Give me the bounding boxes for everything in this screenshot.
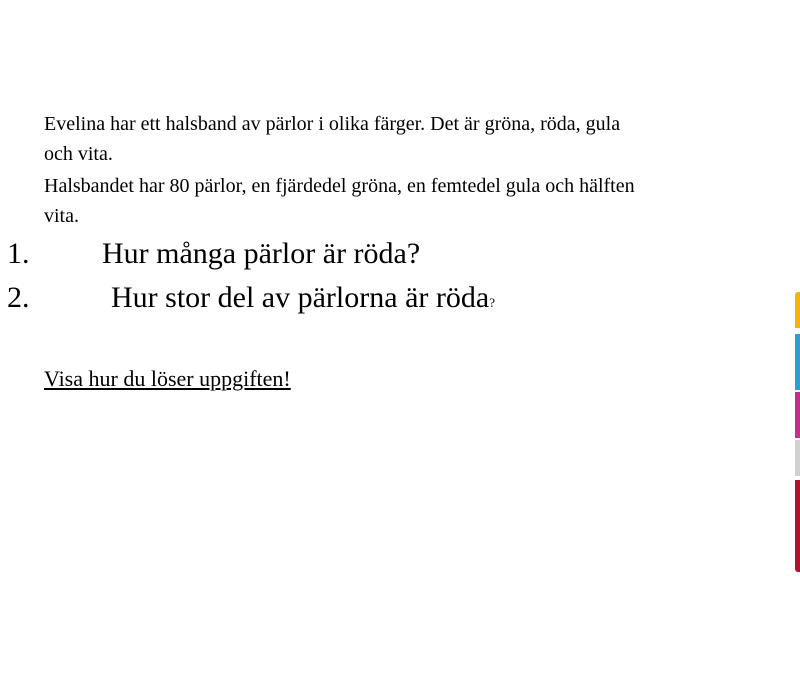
edge-bar-red bbox=[795, 480, 800, 572]
instruction-text: Visa hur du löser uppgiften! bbox=[44, 366, 291, 391]
intro-line-3: Halsbandet har 80 pärlor, en fjärdedel gröna, en femtedel gula och hälften bbox=[44, 175, 635, 197]
question-2-number: 2. bbox=[7, 281, 30, 314]
question-2-text: Hur stor del av pärlorna är röda bbox=[111, 281, 490, 314]
intro-line-4: vita. bbox=[44, 205, 79, 227]
question-1 bbox=[0, 236, 800, 272]
question-1-number: 1. bbox=[7, 237, 30, 270]
edge-bar-grey bbox=[795, 440, 800, 476]
question-2-suffix: ? bbox=[489, 295, 495, 310]
question-1-text: Hur många pärlor är röda? bbox=[102, 237, 421, 270]
intro-line-1: Evelina har ett halsband av pärlor i olika färger. Det är gröna, röda, gula bbox=[44, 113, 621, 135]
edge-bar-magenta bbox=[795, 392, 800, 438]
question-2 bbox=[0, 280, 800, 316]
edge-bar-yellow bbox=[795, 292, 800, 328]
question-2-text-wrap bbox=[111, 280, 495, 321]
edge-bar-blue bbox=[795, 334, 800, 390]
intro-line-2: och vita. bbox=[44, 143, 113, 165]
